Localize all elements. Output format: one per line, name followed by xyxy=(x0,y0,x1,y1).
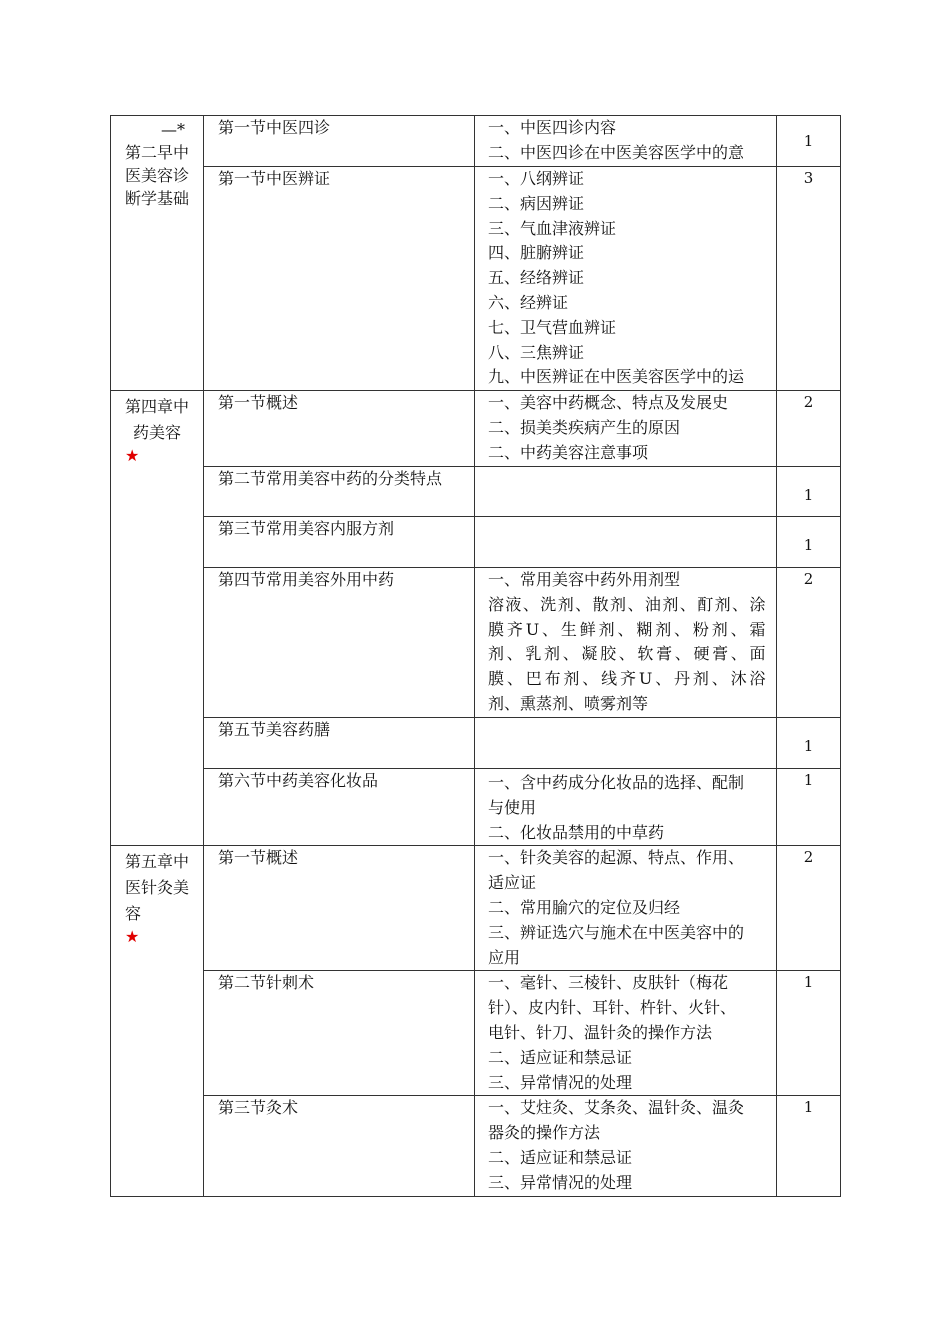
content-line: 二、中医四诊在中医美容医学中的意 xyxy=(488,142,745,162)
section-cell: 第一节概述 xyxy=(204,391,475,467)
table-row xyxy=(111,971,841,1096)
content-line: 适应证 xyxy=(488,873,537,893)
content-line: 一、含中药成分化妆品的选择、配制 xyxy=(488,773,745,792)
hours-cell: 1 xyxy=(777,769,841,846)
content-line: 二、常用腧穴的定位及归经 xyxy=(488,897,681,917)
content-line: 四、脏腑辨证 xyxy=(488,243,585,263)
hours-cell: 3 xyxy=(777,167,841,391)
content-line: 三、气血津液辨证 xyxy=(488,218,617,238)
content-line: 一、美容中药概念、特点及发展史 xyxy=(488,393,729,412)
table-row xyxy=(111,846,841,971)
content-line: 器灸的操作方法 xyxy=(488,1123,601,1143)
content-line: 一、中医四诊内容 xyxy=(488,118,617,137)
chapter-title-line: 医美容诊 xyxy=(124,166,189,185)
content-cell xyxy=(475,846,777,971)
content-line: 一、毫针、三棱针、皮肤针（梅花 xyxy=(488,973,729,993)
hours-cell: 2 xyxy=(777,568,841,718)
content-line: 膜齐U、生鲜剂、糊剂、粉剂、霜 xyxy=(488,619,766,639)
content-line: 二、损美类疾病产生的原因 xyxy=(488,417,681,437)
content-line: 八、三焦辨证 xyxy=(488,342,585,362)
content-line: 膜、巴布剂、线齐U、丹剂、沐浴 xyxy=(488,669,766,689)
hours-cell: 2 xyxy=(777,391,841,467)
content-line: 二、病因辨证 xyxy=(488,193,585,213)
chapter-title-line: 医针灸美 xyxy=(124,878,189,898)
hours-cell: 1 xyxy=(777,467,841,517)
content-line: 一、常用美容中药外用剂型 xyxy=(488,570,681,589)
content-cell xyxy=(475,1096,777,1197)
section-cell: 第二节常用美容中药的分类特点 xyxy=(204,467,475,517)
star-icon: ★ xyxy=(125,446,140,465)
table-row xyxy=(111,391,841,467)
content-line: 二、适应证和禁忌证 xyxy=(488,1047,633,1067)
content-cell xyxy=(475,167,777,391)
section-cell: 第四节常用美容外用中药 xyxy=(204,568,475,718)
content-line: 电针、针刀、温针灸的操作方法 xyxy=(488,1022,713,1042)
section-cell: 第一节中医四诊 xyxy=(204,116,475,167)
content-line: 一、针灸美容的起源、特点、作用、 xyxy=(488,848,745,868)
content-line: 六、经辨证 xyxy=(488,292,569,312)
section-cell: 第三节常用美容内服方剂 xyxy=(204,517,475,568)
content-cell xyxy=(475,116,777,167)
content-cell xyxy=(475,517,777,568)
chapter-title-line: 断学基础 xyxy=(124,189,189,208)
section-cell: 第三节灸术 xyxy=(204,1096,475,1197)
content-line: 一、艾炷灸、艾条灸、温针灸、温灸 xyxy=(488,1098,745,1118)
table-row xyxy=(111,718,841,769)
content-line: 二、化妆品禁用的中草药 xyxy=(488,822,665,842)
star-icon: ★ xyxy=(125,927,140,947)
content-line: 剂、熏蒸剂、喷雾剂等 xyxy=(488,693,649,713)
section-cell: 第六节中药美容化妆品 xyxy=(204,769,475,846)
content-line: 溶液、洗剂、散剂、油剂、酊剂、涂 xyxy=(488,594,766,614)
content-cell xyxy=(475,718,777,769)
table-row xyxy=(111,517,841,568)
table-row xyxy=(111,167,841,391)
chapter-title-line: 容 xyxy=(125,904,142,924)
section-cell: 第一节中医辨证 xyxy=(204,167,475,391)
table-row xyxy=(111,1096,841,1197)
content-line: 针）、皮内针、耳针、杵针、火针、 xyxy=(488,998,737,1018)
hours-cell: 1 xyxy=(777,517,841,568)
content-line: 应用 xyxy=(488,947,521,967)
section-cell: 第一节概述 xyxy=(204,846,475,971)
syllabus-table xyxy=(110,115,841,1197)
chapter-title-line: —* xyxy=(161,120,185,139)
hours-cell: 1 xyxy=(777,718,841,769)
chapter-title-line: 第五章中 xyxy=(124,852,189,872)
chapter-title-line: 第二早中 xyxy=(124,143,189,162)
chapter-title-line: 药美容 xyxy=(132,423,181,442)
hours-cell: 1 xyxy=(777,1096,841,1197)
content-line: 三、异常情况的处理 xyxy=(488,1172,633,1192)
table-row xyxy=(111,116,841,167)
content-line: 二、适应证和禁忌证 xyxy=(488,1147,633,1167)
section-cell: 第二节针刺术 xyxy=(204,971,475,1096)
chapter-cell xyxy=(111,846,204,1197)
content-cell xyxy=(475,971,777,1096)
content-line: 剂、乳剂、凝胶、软膏、硬膏、面 xyxy=(488,644,766,664)
section-cell: 第五节美容药膳 xyxy=(204,718,475,769)
content-cell xyxy=(475,769,777,846)
content-line: 二、中药美容注意事项 xyxy=(488,442,649,462)
content-cell xyxy=(475,467,777,517)
content-line: 九、中医辨证在中医美容医学中的运 xyxy=(488,367,745,387)
content-cell xyxy=(475,391,777,467)
hours-cell: 1 xyxy=(777,116,841,167)
content-line: 三、辨证选穴与施术在中医美容中的 xyxy=(488,922,745,942)
content-line: 与使用 xyxy=(488,797,537,817)
hours-cell: 1 xyxy=(777,971,841,1096)
chapter-cell xyxy=(111,116,204,391)
chapter-cell xyxy=(111,391,204,846)
content-line: 七、卫气营血辨证 xyxy=(488,317,617,337)
table-row xyxy=(111,467,841,517)
table-row xyxy=(111,568,841,718)
hours-cell: 2 xyxy=(777,846,841,971)
content-line: 一、八纲辨证 xyxy=(488,169,585,188)
content-line: 三、异常情况的处理 xyxy=(488,1072,633,1092)
table-row xyxy=(111,769,841,846)
content-line: 五、经络辨证 xyxy=(488,268,585,288)
content-cell xyxy=(475,568,777,718)
chapter-title-line: 第四章中 xyxy=(124,397,189,416)
